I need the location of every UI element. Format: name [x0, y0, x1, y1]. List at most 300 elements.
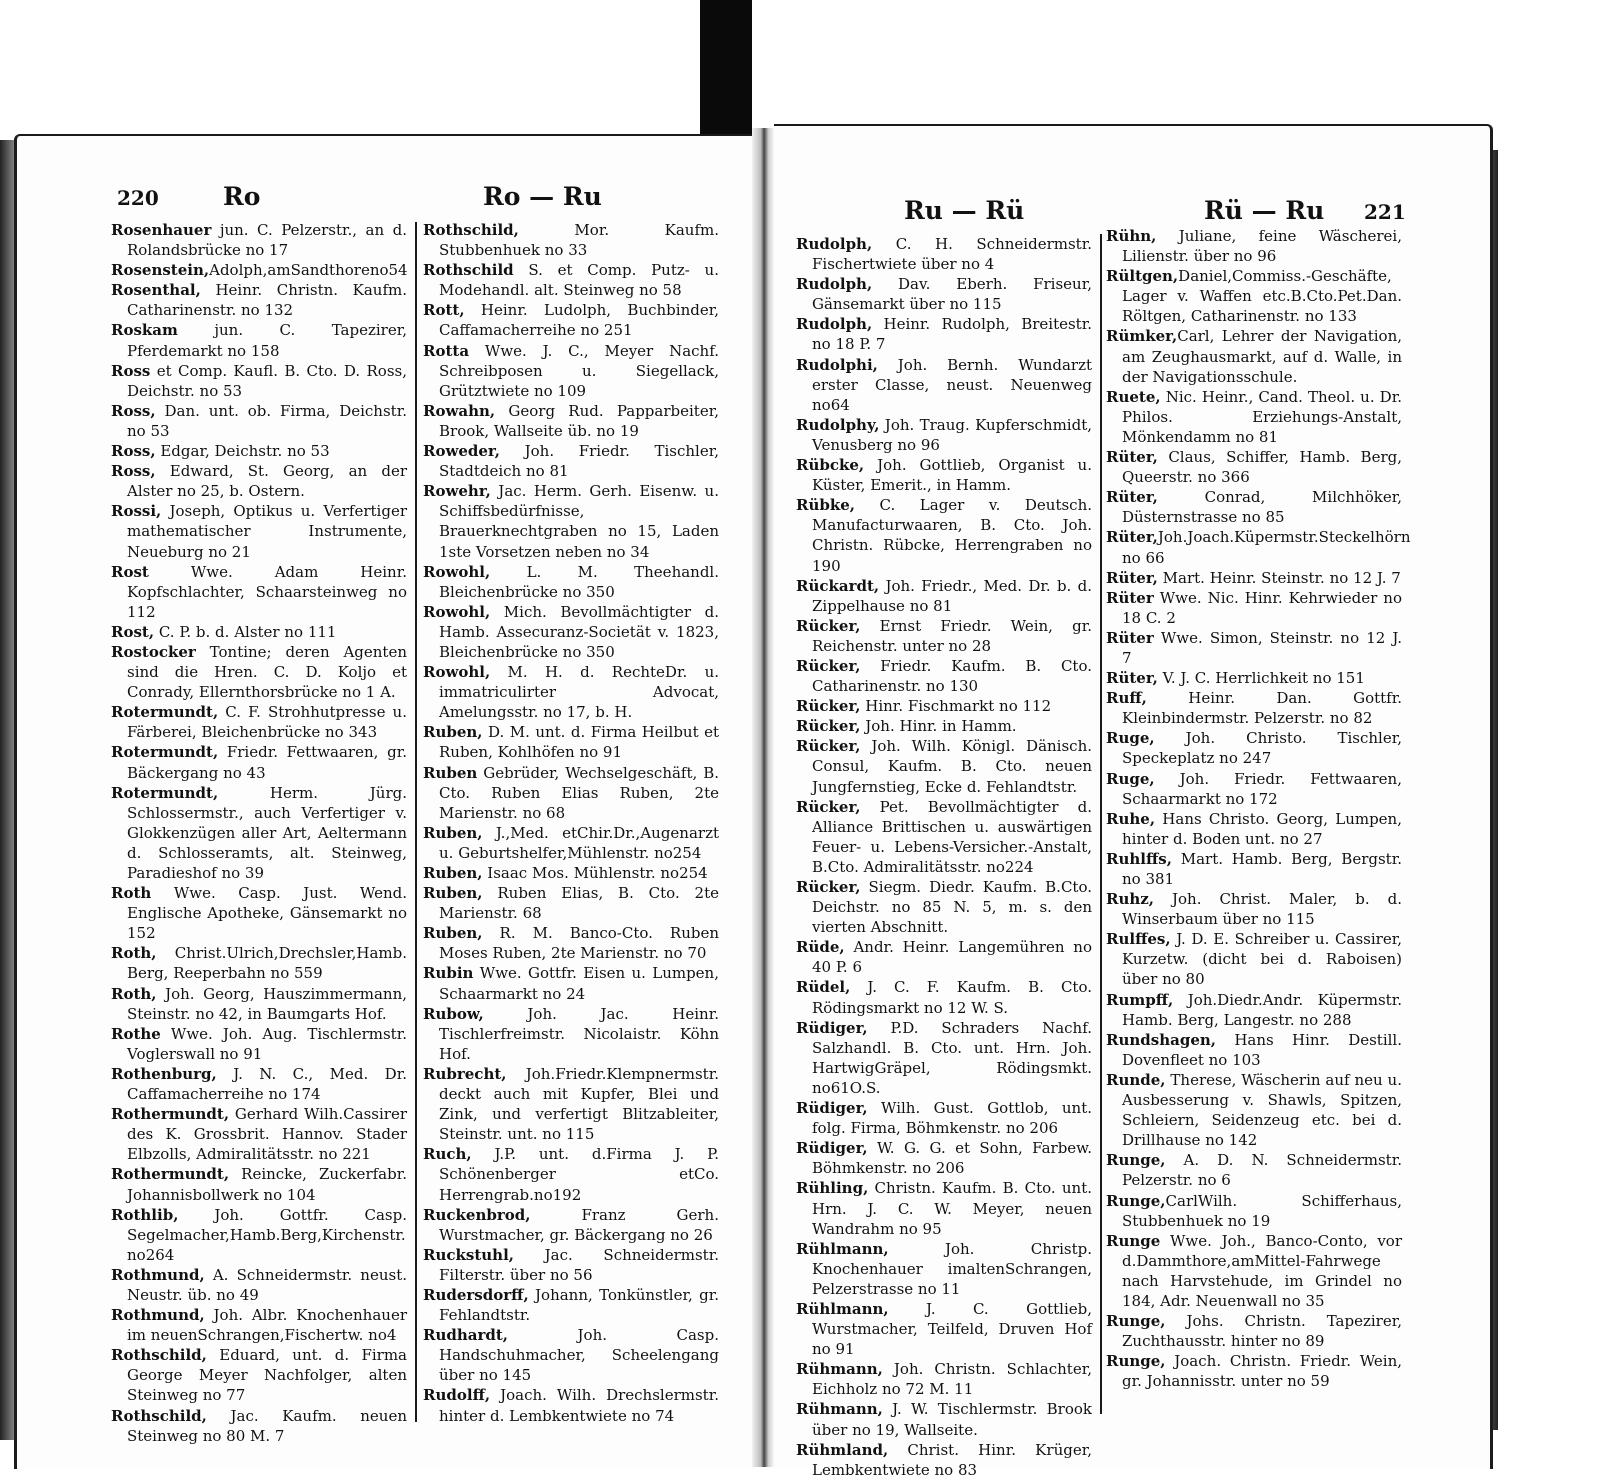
directory-entry — [796, 1239, 1092, 1299]
entry-details: A. Schneidermstr. neust. Neustr. üb. no 49 — [127, 1265, 407, 1304]
directory-entry — [796, 656, 1092, 696]
directory-entry — [423, 1245, 719, 1285]
directory-entry — [1106, 1191, 1402, 1231]
directory-entry — [111, 883, 407, 943]
entry-details: Gerhard Wilh.Cassirer des K. Grossbrit. Hannov. Stader Elbzolls, Admiralitätsstr. no 221 — [127, 1105, 407, 1164]
entry-name: Ruben — [423, 763, 478, 782]
entry-details: Mor. Kaufm. Stubbenhuek no 33 — [439, 221, 719, 260]
entry-name: Ruhlffs, — [1106, 849, 1172, 868]
directory-entry — [111, 1345, 407, 1405]
entry-name: Rosenhauer — [111, 221, 212, 239]
entry-details: Joh. Friedr. Fettwaaren, Schaarmarkt no 172 — [1122, 769, 1402, 808]
entry-details: W. G. G. et Sohn, Farbew. Böhmkenstr. no 206 — [812, 1139, 1092, 1178]
entry-name: Runge, — [1106, 1191, 1166, 1210]
directory-entry — [423, 1205, 719, 1245]
entry-details: Jac. Schneidermstr. Filterstr. über no 56 — [439, 1245, 719, 1284]
directory-entry — [111, 943, 407, 983]
directory-entry — [796, 1359, 1092, 1399]
entry-name: Rosenstein, — [111, 261, 210, 280]
directory-entry — [796, 1018, 1092, 1098]
running-head: Ro — Ru — [483, 182, 602, 211]
entry-details: Joh. Georg, Hauszimmermann, Steinstr. no 42, in Baumgarts Hof. — [127, 984, 407, 1023]
directory-entry — [111, 642, 407, 702]
directory-entry — [796, 716, 1092, 736]
entry-name: Ruete, — [1106, 387, 1161, 406]
entry-name: Ross, — [111, 401, 156, 420]
entry-details: Wilh. Gust. Gottlob, unt. folg. Firma, Böhmkenstr. no 206 — [812, 1099, 1092, 1138]
entry-name: Ruge, — [1106, 729, 1155, 748]
directory-entry — [111, 1024, 407, 1064]
entry-name: Rothmund, — [111, 1306, 205, 1325]
directory-entry — [111, 984, 407, 1024]
entry-name: Rüde, — [796, 938, 845, 957]
entry-name: Rothschild, — [111, 1406, 207, 1425]
directory-entry — [1106, 1311, 1402, 1351]
entry-name: Roth, — [111, 944, 157, 963]
entry-details: Joh.Joach.Küpermstr.Steckelhörn no 66 — [1122, 528, 1411, 567]
entry-name: Ruckstuhl, — [423, 1245, 515, 1264]
entry-name: Rowehr, — [423, 482, 491, 501]
entry-details: Christn. Kaufm. B. Cto. unt. Hrn. J. C. W. Meyer, neuen Wandrahm no 95 — [812, 1179, 1092, 1238]
entry-details: Carl, Lehrer der Navigation, am Zeughausmarkt, auf d. Walle, in der Navigationsschule. — [1122, 327, 1402, 386]
entry-name: Roweder, — [423, 442, 500, 461]
directory-entry — [796, 314, 1092, 354]
entry-name: Rudolff, — [423, 1386, 491, 1405]
directory-entry — [423, 722, 719, 762]
entry-details: S. et Comp. Putz- u. Modehandl. alt. Steinweg no 58 — [439, 261, 719, 300]
entry-name: Rostocker — [111, 642, 196, 661]
entry-name: Roth, — [111, 984, 157, 1003]
entry-details: jun. C. Tapezirer, Pferdemarkt no 158 — [127, 321, 407, 360]
entry-name: Rücker, — [796, 797, 861, 816]
entry-name: Rühmann, — [796, 1360, 883, 1379]
directory-entry — [111, 441, 407, 461]
entry-name: Rüter, — [1106, 488, 1158, 507]
entry-details: Wwe. Casp. Just. Wend. Englische Apotheke, Gänsemarkt no 152 — [127, 884, 407, 943]
entry-details: M. H. d. RechteDr. u. immatriculirter Advocat, Amelungsstr. no 17, b. H. — [439, 663, 719, 722]
entry-details: J.P. unt. d.Firma J. P. Schönenberger etCo. Herrengrab.no192 — [439, 1145, 719, 1204]
entry-details: Hans Hinr. Destill. Dovenfleet no 103 — [1122, 1030, 1402, 1069]
directory-entry — [1106, 326, 1402, 386]
entry-details: Hans Christo. Georg, Lumpen, hinter d. Boden unt. no 27 — [1122, 809, 1402, 848]
entry-details: Heinr. Christn. Kaufm. Catharinenstr. no 132 — [127, 281, 407, 320]
entry-details: Mart. Hamb. Berg, Bergstr. no 381 — [1122, 849, 1402, 888]
entry-name: Rüdel, — [796, 978, 851, 997]
directory-entry — [423, 1004, 719, 1064]
entry-details: Ernst Friedr. Wein, gr. Reichenstr. unter no 28 — [812, 616, 1092, 655]
entry-name: Rothschild, — [423, 221, 519, 239]
entry-details: Joh. Bernh. Wundarzt erster Classe, neust. Neuenweg no64 — [812, 355, 1092, 414]
directory-entry — [796, 1299, 1092, 1359]
directory-entry — [1106, 266, 1402, 326]
entry-name: Ruff, — [1106, 689, 1147, 708]
directory-entry — [423, 763, 719, 823]
running-head: Ru — Rü — [904, 196, 1025, 225]
directory-entry — [1106, 728, 1402, 768]
directory-entry — [796, 937, 1092, 977]
directory-entry — [111, 401, 407, 441]
directory-entry — [1106, 929, 1402, 989]
entry-name: Rothenburg, — [111, 1064, 217, 1083]
entry-details: Adolph,amSandthorenо54 — [209, 261, 408, 280]
entry-details: J. C. F. Kaufm. B. Cto. Rödingsmarkt no 12 W. S. — [812, 978, 1092, 1017]
entry-details: CarlWilh. Schifferhaus, Stubbenhuek no 19 — [1122, 1191, 1402, 1230]
directory-entry — [796, 1098, 1092, 1138]
entry-name: Rothschild — [423, 261, 514, 280]
directory-entry — [1106, 588, 1402, 628]
directory-entry — [796, 877, 1092, 937]
entry-details: Reincke, Zuckerfabr. Johannisbollwerk no 104 — [127, 1165, 407, 1204]
directory-entry — [423, 863, 719, 883]
header-letter: Ro — [223, 182, 261, 211]
entry-name: Rücker, — [796, 737, 861, 756]
entry-details: Wwe. Simon, Steinstr. no 12 J. 7 — [1122, 628, 1402, 667]
directory-entry — [796, 576, 1092, 616]
entry-details: Heinr. Rudolph, Breitestr. no 18 P. 7 — [812, 315, 1092, 354]
directory-entry — [1106, 226, 1402, 266]
entry-name: Rotermundt, — [111, 743, 219, 762]
entry-name: Runge, — [1106, 1151, 1166, 1170]
page-number: 221 — [1364, 200, 1406, 224]
entry-name: Rowohl, — [423, 602, 491, 621]
entry-details: Tontine; deren Agenten sind die Hren. C. D. Koljo et Conrady, Ellernthorsbrücke no 1 A. — [127, 642, 407, 702]
directory-entry — [796, 1138, 1092, 1178]
directory-entry — [423, 481, 719, 561]
entry-details: Conrad, Milchhöker, Düsternstrasse no 85 — [1122, 488, 1402, 527]
directory-entry — [111, 622, 407, 642]
directory-entry — [423, 823, 719, 863]
entry-name: Rowahn, — [423, 401, 496, 420]
directory-entry — [796, 1440, 1092, 1480]
entry-name: Ruge, — [1106, 769, 1155, 788]
entry-name: Rotermundt, — [111, 703, 219, 722]
book-gutter — [752, 128, 774, 1467]
entry-details: Georg Rud. Papparbeiter, Brook, Wallseite üb. no 19 — [439, 401, 719, 440]
entry-name: Ross, — [111, 442, 156, 461]
entry-details: Joh. Casp. Handschuhmacher, Scheelengang über no 145 — [439, 1326, 719, 1385]
entry-name: Rott, — [423, 301, 465, 320]
entry-details: Joh. Christn. Schlachter, Eichholz no 72 M. 11 — [812, 1360, 1092, 1399]
entry-details: Mart. Heinr. Steinstr. no 12 J. 7 — [1157, 568, 1401, 587]
directory-entry — [1106, 1030, 1402, 1070]
directory-entry — [423, 1064, 719, 1144]
entry-name: Rücker, — [796, 717, 861, 736]
entry-name: Rüter — [1106, 588, 1154, 607]
directory-entry — [423, 923, 719, 963]
entry-name: Rothe — [111, 1024, 161, 1043]
entry-details: Joh. Christp. Knochenhauer imaltenSchrangen, Pelzerstrasse no 11 — [812, 1239, 1092, 1298]
entry-name: Rübke, — [796, 496, 856, 515]
entry-name: Rüdiger, — [796, 1018, 868, 1037]
directory-entry — [423, 602, 719, 662]
entry-details: et Comp. Kaufl. B. Cto. D. Ross, Deichstr. no 53 — [127, 361, 407, 400]
entry-name: Runge, — [1106, 1312, 1166, 1331]
entry-details: Eduard, unt. d. Firma George Meyer Nachfolger, alten Steinweg no 77 — [127, 1346, 407, 1405]
directory-entry — [796, 1399, 1092, 1439]
directory-entry — [423, 220, 719, 260]
entry-name: Rühmann, — [796, 1400, 883, 1419]
directory-entry — [423, 341, 719, 401]
entry-details: Wwe. Adam Heinr. Kopfschlachter, Schaarsteinweg no 112 — [127, 562, 407, 621]
entry-details: Joach. Christn. Friedr. Wein, gr. Johannisstr. unter no 59 — [1122, 1352, 1402, 1391]
entry-name: Rotermundt, — [111, 783, 219, 802]
entry-name: Rothermundt, — [111, 1105, 230, 1124]
directory-entry — [423, 401, 719, 441]
directory-entry — [796, 495, 1092, 575]
entry-details: V. J. C. Herrlichkeit no 151 — [1157, 669, 1365, 688]
directory-entry — [796, 1178, 1092, 1238]
entry-details: Pet. Bevollmächtigter d. Alliance Brittischen u. auswärtigen Feuer- u. Lebens-Versicher.-Anstalt, B.Cto. Admiralitätsstr. no224 — [812, 797, 1092, 876]
entry-name: Rüter, — [1106, 669, 1158, 688]
directory-entry — [796, 616, 1092, 656]
entry-details: jun. C. Pelzerstr., an d. Rolandsbrücke no 17 — [127, 221, 407, 260]
entry-name: Rühlmann, — [796, 1299, 889, 1318]
entry-name: Ruch, — [423, 1145, 472, 1164]
entry-details: Daniel,Commiss.-Geschäfte, Lager v. Waffen etc.B.Cto.Pet.Dan. Röltgen, Catharinenstr. no 133 — [1122, 267, 1402, 326]
entry-details: Johs. Christn. Tapezirer, Zuchthausstr. hinter no 89 — [1122, 1312, 1402, 1351]
directory-entry — [423, 260, 719, 300]
entry-name: Rudersdorff, — [423, 1285, 529, 1304]
entry-details: Joh. Friedr. Tischler, Stadtdeich no 81 — [439, 442, 719, 481]
directory-entry — [796, 977, 1092, 1017]
entry-details: P.D. Schraders Nachf. Salzhandl. B. Cto. unt. Hrn. Joh. HartwigGräpel, Rödingsmkt. no61O.S. — [812, 1018, 1092, 1097]
directory-entry — [1106, 487, 1402, 527]
entry-column-1 — [111, 220, 407, 1446]
entry-name: Ruben, — [423, 864, 483, 882]
entry-name: Rudolph, — [796, 235, 873, 253]
entry-name: Rücker, — [796, 656, 861, 675]
directory-entry — [111, 702, 407, 742]
directory-entry — [796, 234, 1092, 274]
directory-entry — [796, 355, 1092, 415]
directory-entry — [1106, 688, 1402, 728]
entry-details: Joh. Gottfr. Casp. Segelmacher,Hamb.Berg,Kirchenstr. no264 — [127, 1205, 407, 1264]
entry-name: Rothmund, — [111, 1265, 205, 1284]
directory-entry — [796, 274, 1092, 314]
left-page-header — [17, 182, 757, 216]
entry-details: Dav. Eberh. Friseur, Gänsemarkt über no 115 — [812, 275, 1092, 314]
entry-name: Ruhz, — [1106, 890, 1155, 909]
entry-name: Rüdiger, — [796, 1099, 868, 1118]
entry-name: Rubin — [423, 964, 474, 983]
entry-name: Runge — [1106, 1231, 1161, 1250]
directory-entry — [1106, 527, 1411, 567]
entry-details: J. N. C., Med. Dr. Caffamacherreihe no 174 — [127, 1064, 407, 1104]
entry-details: Joh. Friedr., Med. Dr. b. d. Zippelhause no 81 — [812, 576, 1092, 615]
entry-name: Rudolphy, — [796, 415, 880, 434]
entry-details: Christ. Hinr. Krüger, Lembkentwiete no 83 — [812, 1440, 1092, 1479]
entry-details: Joh. Wilh. Königl. Dänisch. Consul, Kaufm. B. Cto. neuen Jungfernstieg, Ecke d. Fehlandtstr. — [812, 737, 1092, 796]
entry-details: J. C. Gottlieb, Wurstmacher, Teilfeld, Druven Hof no 91 — [812, 1299, 1092, 1359]
entry-details: Andr. Heinr. Langemühren no 40 P. 6 — [812, 938, 1092, 977]
entry-name: Ruhe, — [1106, 809, 1156, 828]
entry-name: Rückardt, — [796, 576, 880, 595]
entry-name: Rühn, — [1106, 227, 1157, 245]
directory-entry — [423, 1285, 719, 1325]
entry-details: Joh. Christ. Maler, b. d. Winserbaum über no 115 — [1122, 890, 1402, 929]
entry-details: Franz Gerh. Wurstmacher, gr. Bäckergang no 26 — [439, 1205, 719, 1244]
entry-name: Rübcke, — [796, 456, 865, 475]
entry-name: Rost, — [111, 622, 155, 641]
entry-name: Rundshagen, — [1106, 1030, 1216, 1049]
entry-name: Rümker, — [1106, 327, 1178, 346]
entry-details: C. Lager v. Deutsch. Manufacturwaaren, B. Cto. Joh. Christn. Rübcke, Herrengraben no 190 — [812, 496, 1092, 575]
directory-entry — [796, 455, 1092, 495]
entry-name: Rühmland, — [796, 1440, 889, 1459]
right-page — [774, 124, 1493, 1479]
directory-entry — [111, 220, 407, 260]
directory-entry — [111, 260, 407, 280]
entry-name: Rühling, — [796, 1179, 869, 1198]
directory-entry — [1106, 889, 1402, 929]
entry-name: Ruben, — [423, 924, 483, 943]
entry-name: Runde, — [1106, 1070, 1166, 1089]
entry-name: Rotta — [423, 341, 470, 360]
entry-details: Joh. Christo. Tischler, Speckeplatz no 247 — [1122, 729, 1402, 768]
entry-name: Ruben, — [423, 884, 483, 903]
entry-details: C. F. Strohhutpresse u. Färberei, Bleichenbrücke no 343 — [127, 703, 407, 742]
entry-details: Friedr. Kaufm. B. Cto. Catharinenstr. no 130 — [812, 656, 1092, 696]
entry-details: Isaac Mos. Mühlenstr. no254 — [482, 864, 708, 882]
entry-details: Therese, Wäscherin auf neu u. Ausbesserung v. Shawls, Spitzen, Schleiern, Seidenzeug etc. bei d. Drillhause no 142 — [1122, 1070, 1402, 1150]
entry-column-2 — [423, 220, 719, 1426]
directory-entry — [423, 662, 719, 722]
entry-details: Heinr. Dan. Gottfr. Kleinbindermstr. Pelzerstr. no 82 — [1122, 689, 1402, 728]
directory-entry — [423, 1325, 719, 1385]
entry-details: Edward, St. Georg, an der Alster no 25, b. Ostern. — [127, 462, 407, 501]
directory-entry — [1106, 809, 1402, 849]
entry-name: Roth — [111, 884, 152, 903]
entry-name: Rulffes, — [1106, 930, 1171, 949]
entry-name: Rothlib, — [111, 1205, 179, 1224]
entry-name: Ruben, — [423, 723, 483, 742]
directory-entry — [423, 883, 719, 923]
entry-name: Rothermundt, — [111, 1165, 230, 1184]
entry-name: Rüdiger, — [796, 1139, 868, 1158]
directory-entry — [111, 1064, 407, 1104]
entry-name: Rubow, — [423, 1004, 484, 1023]
directory-entry — [1106, 1150, 1402, 1190]
entry-name: Ruben, — [423, 823, 483, 842]
column-divider — [415, 222, 417, 1422]
entry-name: Roskam — [111, 321, 178, 340]
entry-name: Rowohl, — [423, 562, 491, 581]
entry-column-1 — [796, 234, 1092, 1480]
entry-name: Rudolph, — [796, 275, 873, 294]
directory-entry — [1106, 849, 1402, 889]
entry-details: Claus, Schiffer, Hamb. Berg, Queerstr. no 366 — [1122, 448, 1402, 487]
entry-details: Friedr. Fettwaaren, gr. Bäckergang no 43 — [127, 743, 407, 782]
entry-name: Rossi, — [111, 502, 162, 521]
entry-details: J. D. E. Schreiber u. Cassirer, Kurzetw. (dicht bei d. Raboisen) über no 80 — [1122, 930, 1402, 989]
directory-entry — [423, 441, 719, 481]
entry-details: Edgar, Deichstr. no 53 — [155, 442, 330, 461]
entry-details: C. P. b. d. Alster no 111 — [154, 622, 337, 641]
entry-details: Joseph, Optikus u. Verfertiger mathematischer Instrumente, Neueburg no 21 — [127, 502, 407, 561]
entry-details: A. D. N. Schneidermstr. Pelzerstr. no 6 — [1122, 1151, 1402, 1190]
entry-name: Rowohl, — [423, 663, 491, 682]
entry-details: Hinr. Fischmarkt no 112 — [860, 697, 1052, 716]
entry-details: J. W. Tischlermstr. Brook über no 19, Wallseite. — [812, 1400, 1092, 1439]
entry-details: Joh. Jac. Heinr. Tischlerfreimstr. Nicolaistr. Köhn Hof. — [439, 1004, 719, 1063]
entry-details: Gebrüder, Wechselgeschäft, B. Cto. Ruben Elias Ruben, 2te Marienstr. no 68 — [439, 763, 719, 822]
entry-name: Rücker, — [796, 616, 861, 635]
entry-name: Ruckenbrod, — [423, 1205, 531, 1224]
entry-name: Rothschild, — [111, 1346, 207, 1365]
entry-name: Rubrecht, — [423, 1064, 507, 1083]
directory-entry — [796, 696, 1092, 716]
directory-entry — [111, 361, 407, 401]
directory-entry — [1106, 668, 1402, 688]
entry-details: Joh.Diedr.Andr. Küpermstr. Hamb. Berg, Langestr. no 288 — [1122, 990, 1402, 1029]
entry-details: Nic. Heinr., Cand. Theol. u. Dr. Philos. Erziehungs-Anstalt, Mönkendamm no 81 — [1122, 387, 1402, 446]
entry-details: Mich. Bevollmächtigter d. Hamb. Assecuranz-Societät v. 1823, Bleichenbrücke no 350 — [439, 602, 719, 661]
directory-entry — [111, 280, 407, 320]
entry-details: Joh. Gottlieb, Organist u. Küster, Emerit., in Hamm. — [812, 456, 1092, 495]
directory-entry — [1106, 1231, 1402, 1311]
entry-column-2 — [1106, 226, 1411, 1391]
entry-details: Joh.Friedr.Klempnermstr. deckt auch mit Kupfer, Blei und Zink, und verfertigt Blitzableiter, Steinstr. unt. no 115 — [439, 1064, 719, 1144]
entry-details: R. M. Banco-Cto. Ruben Moses Ruben, 2te Marienstr. no 70 — [439, 924, 719, 963]
directory-entry — [1106, 628, 1402, 668]
entry-name: Rühlmann, — [796, 1239, 889, 1258]
entry-name: Rüter, — [1106, 448, 1158, 467]
entry-details: Herm. Jürg. Schlossermstr., auch Verfertiger v. Glokkenzügen aller Art, Aeltermann d. Schlosseramts, alt. Steinweg, Paradieshof no 39 — [127, 783, 407, 882]
entry-details: Wwe. Joh. Aug. Tischlermstr. Voglerswall no 91 — [127, 1024, 407, 1063]
directory-entry — [1106, 387, 1402, 447]
entry-details: D. M. unt. d. Firma Heilbut et Ruben, Kohlhöfen no 91 — [439, 723, 719, 762]
entry-details: J.,Med. etChir.Dr.,Augenarzt u. Geburtshelfer,Mühlenstr. no254 — [439, 823, 719, 862]
directory-entry — [111, 1205, 407, 1265]
entry-details: Heinr. Ludolph, Buchbinder, Caffamacherreihe no 251 — [439, 301, 719, 340]
directory-entry — [1106, 769, 1402, 809]
directory-entry — [111, 501, 407, 561]
directory-entry — [111, 783, 407, 883]
directory-entry — [423, 1144, 719, 1204]
directory-entry — [423, 963, 719, 1003]
entry-name: Rudolph, — [796, 315, 873, 334]
entry-name: Rosenthal, — [111, 281, 201, 300]
entry-details: Wwe. Gottfr. Eisen u. Lumpen, Schaarmarkt no 24 — [439, 964, 719, 1003]
entry-name: Rültgen, — [1106, 267, 1179, 286]
column-divider — [1100, 234, 1102, 1414]
entry-name: Rudhardt, — [423, 1326, 509, 1345]
directory-entry — [1106, 447, 1402, 487]
right-page-header — [774, 196, 1490, 230]
entry-details: L. M. Theehandl. Bleichenbrücke no 350 — [439, 562, 719, 601]
entry-name: Rücker, — [796, 878, 861, 896]
entry-details: Wwe. J. C., Meyer Nachf. Schreibposen u. Siegellack, Grütztwiete no 109 — [439, 341, 719, 400]
directory-entry — [423, 562, 719, 602]
black-marker-strip — [700, 0, 752, 138]
entry-name: Rost — [111, 562, 149, 581]
directory-entry — [1106, 990, 1402, 1030]
entry-details: Wwe. Joh., Banco-Conto, vor d.Dammthore,amMittel-Fahrwege nach Harvstehude, im Grindel no 184, Adr. Neuenwall no 35 — [1122, 1231, 1402, 1310]
entry-details: Joh. Hinr. in Hamm. — [860, 717, 1017, 736]
directory-entry — [423, 300, 719, 340]
directory-entry — [111, 1265, 407, 1305]
directory-entry — [796, 415, 1092, 455]
directory-entry — [796, 736, 1092, 796]
running-head: Rü — Ru — [1204, 196, 1325, 225]
entry-details: Johann, Tonkünstler, gr. Fehlandtstr. — [439, 1285, 719, 1325]
directory-entry — [796, 797, 1092, 877]
entry-details: Siegm. Diedr. Kaufm. B.Cto. Deichstr. no 85 N. 5, m. s. den vierten Abschnitt. — [812, 878, 1092, 937]
entry-name: Rüter, — [1106, 528, 1158, 547]
left-page — [14, 134, 757, 1469]
entry-name: Rücker, — [796, 697, 861, 716]
entry-name: Ross — [111, 361, 151, 380]
